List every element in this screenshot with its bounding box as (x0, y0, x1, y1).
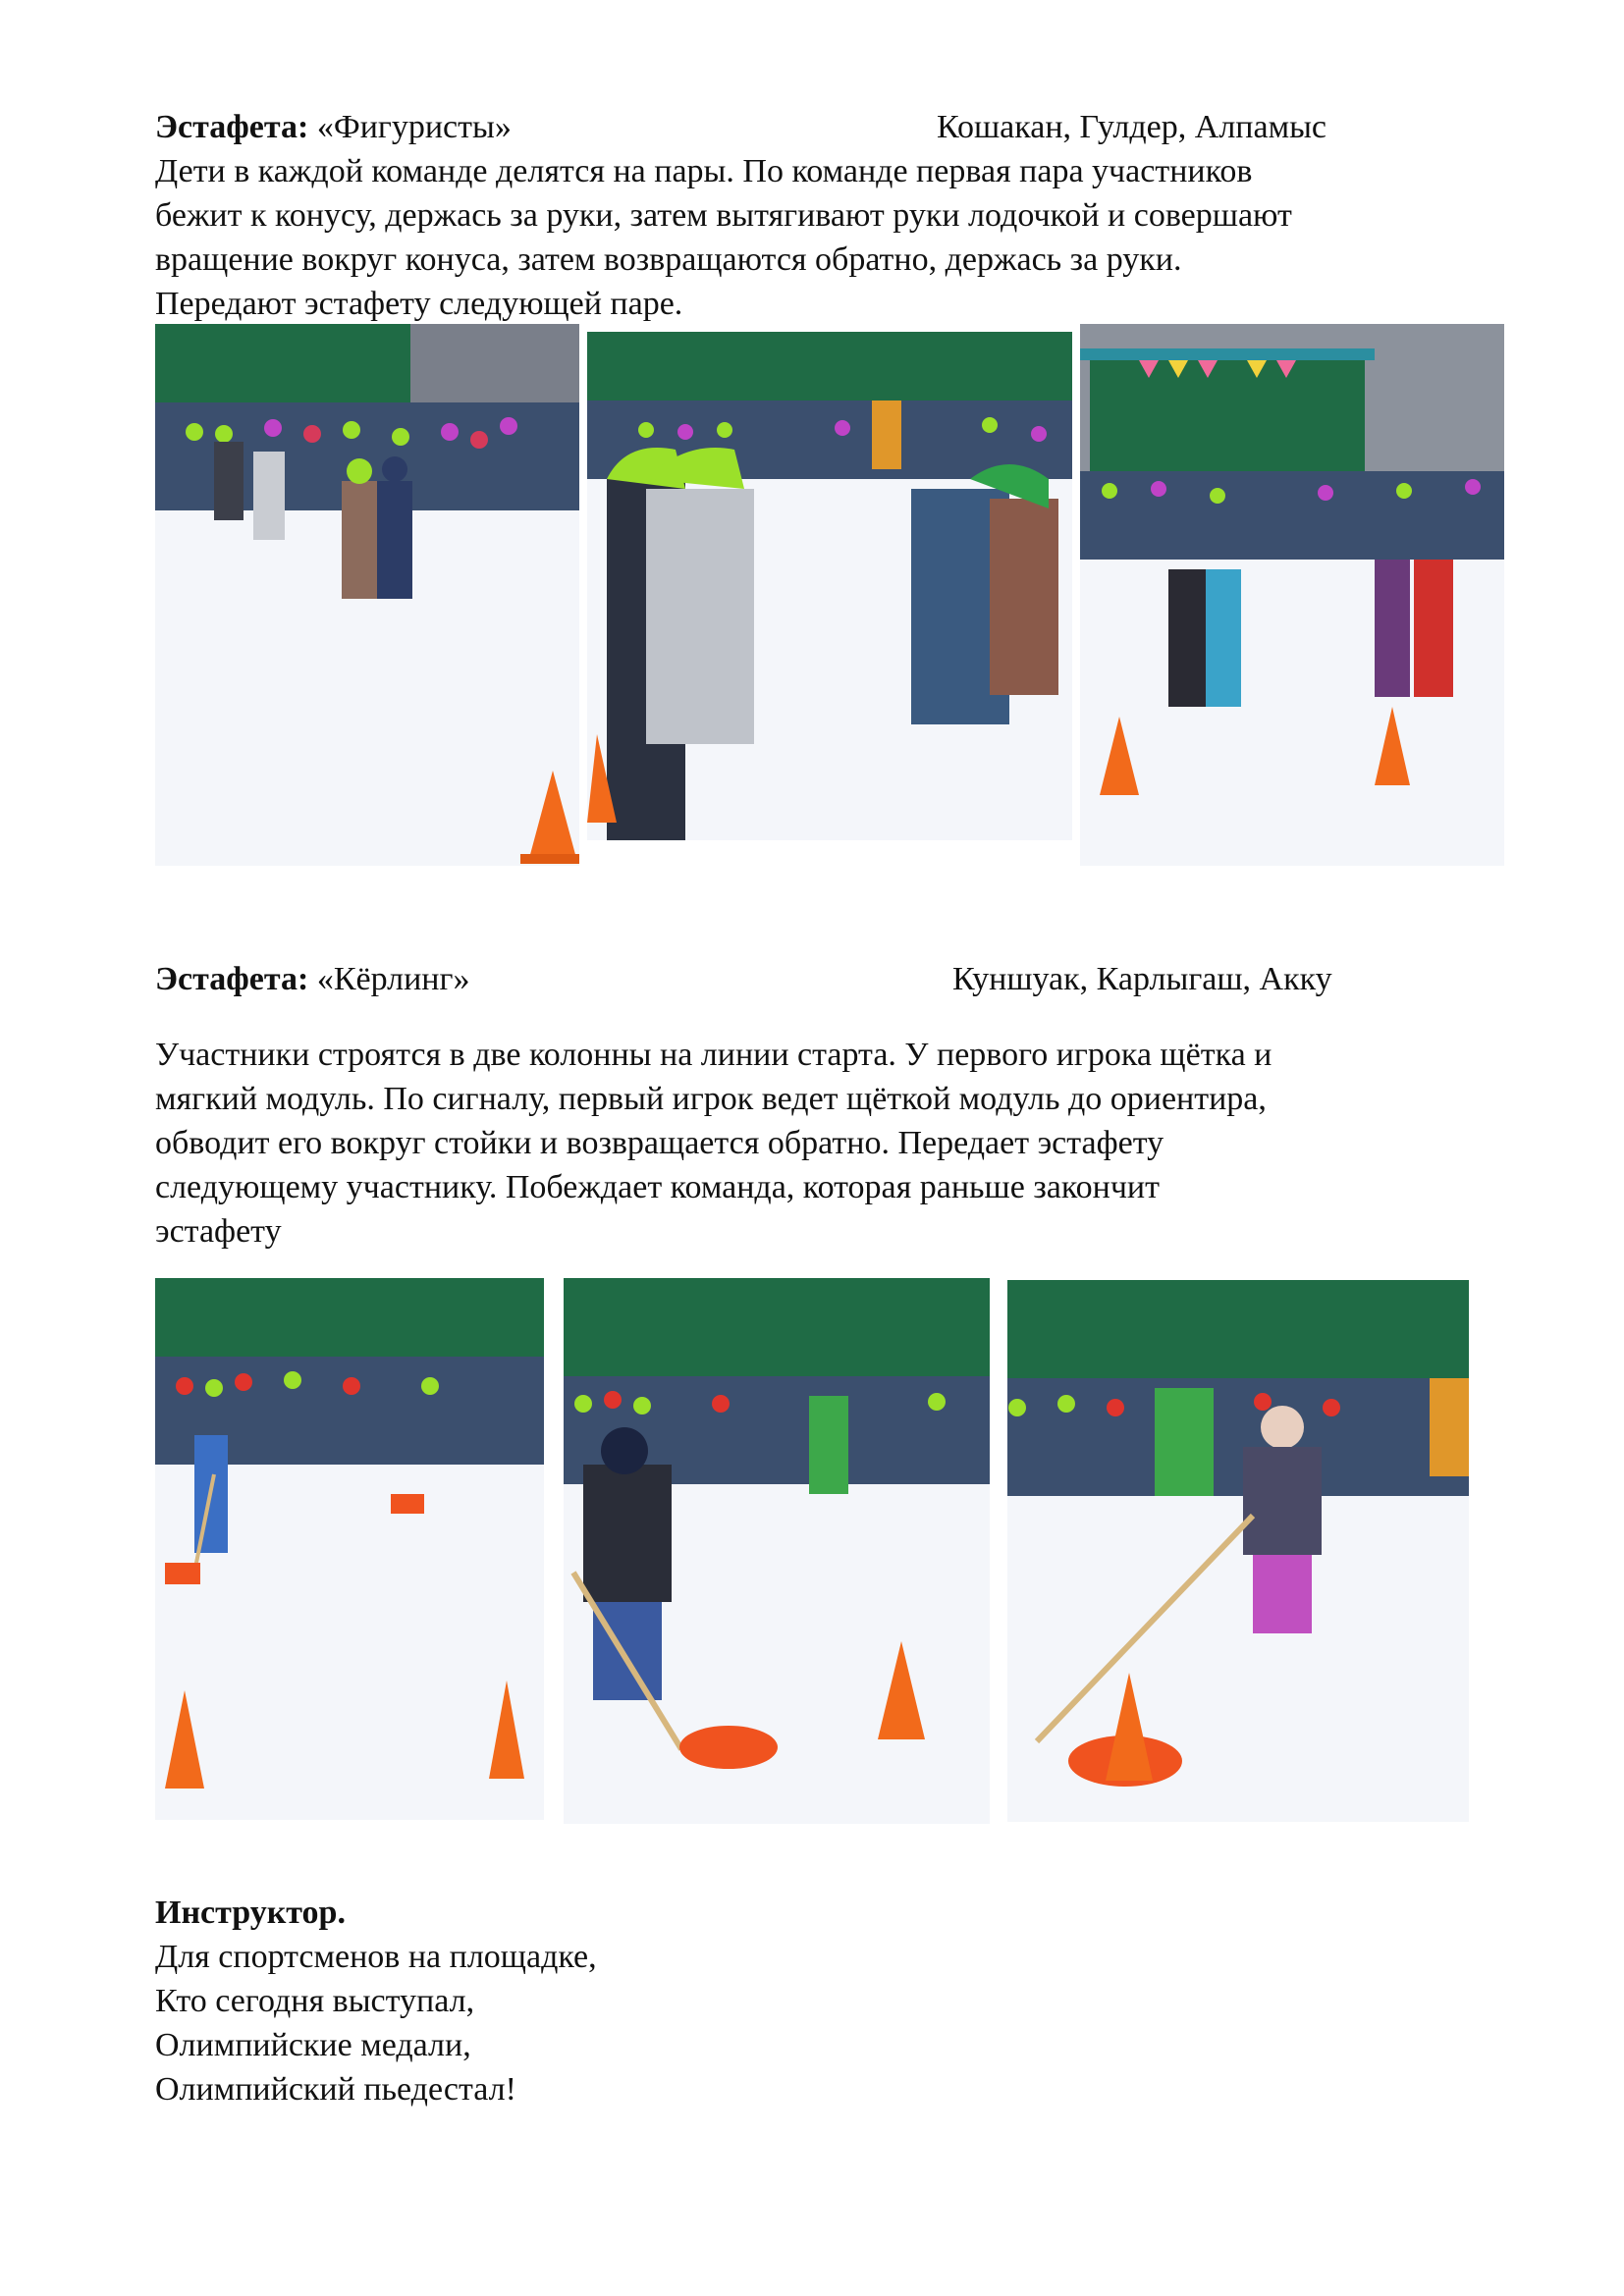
section1-line: бежит к конусу, держась за руки, затем вытягивают руки лодочкой и совершают (155, 197, 1292, 234)
section1-teams: Кошакан, Гулдер, Алпамыс (937, 109, 1327, 145)
instructor-poem (155, 1891, 597, 2111)
section2-description (155, 1033, 1272, 1254)
section2-title-line (155, 958, 469, 1001)
section2-label: Эстафета: (155, 961, 309, 997)
section2-line: Участники строятся в две колонны на линии старта. У первого игрока щётка и (155, 1037, 1272, 1073)
section2-heading (155, 958, 1510, 1001)
section1-title-line (155, 106, 512, 149)
section2-line: следующему участнику. Побеждает команда, которая раньше закончит (155, 1169, 1160, 1205)
section2-title: «Кёрлинг» (316, 961, 470, 997)
poem-line: Олимпийский пьедестал! (155, 2071, 516, 2108)
poem-line: Кто сегодня выступал, (155, 1983, 475, 2019)
section1-title: «Фигуристы» (316, 109, 512, 145)
section2-line: обводит его вокруг стойки и возвращается обратно. Передает эстафету (155, 1125, 1164, 1161)
poem-line: Для спортсменов на площадке, (155, 1939, 597, 1975)
section1-description (155, 149, 1292, 326)
section2-teams: Куншуак, Карлыгаш, Акку (952, 961, 1332, 997)
photo-figure-skaters-3 (1080, 324, 1504, 866)
section1-line: Дети в каждой команде делятся на пары. По команде первая пара участников (155, 153, 1253, 189)
photo-figure-skaters-2 (587, 332, 1072, 840)
photo-figure-skaters-1 (155, 324, 579, 866)
section2-line: эстафету (155, 1213, 282, 1250)
section2-line: мягкий модуль. По сигналу, первый игрок ведет щёткой модуль до ориентира, (155, 1081, 1267, 1117)
photo-curling-1 (155, 1278, 544, 1820)
section1-label: Эстафета: (155, 109, 309, 145)
photo-curling-3 (1007, 1280, 1469, 1822)
poem-speaker: Инструктор. (155, 1895, 346, 1931)
section1-heading (155, 106, 1510, 149)
poem-line: Олимпийские медали, (155, 2027, 471, 2063)
photo-curling-2 (564, 1278, 990, 1824)
section1-line: Передают эстафету следующей паре. (155, 286, 683, 322)
section1-line: вращение вокруг конуса, затем возвращаются обратно, держась за руки. (155, 241, 1182, 278)
